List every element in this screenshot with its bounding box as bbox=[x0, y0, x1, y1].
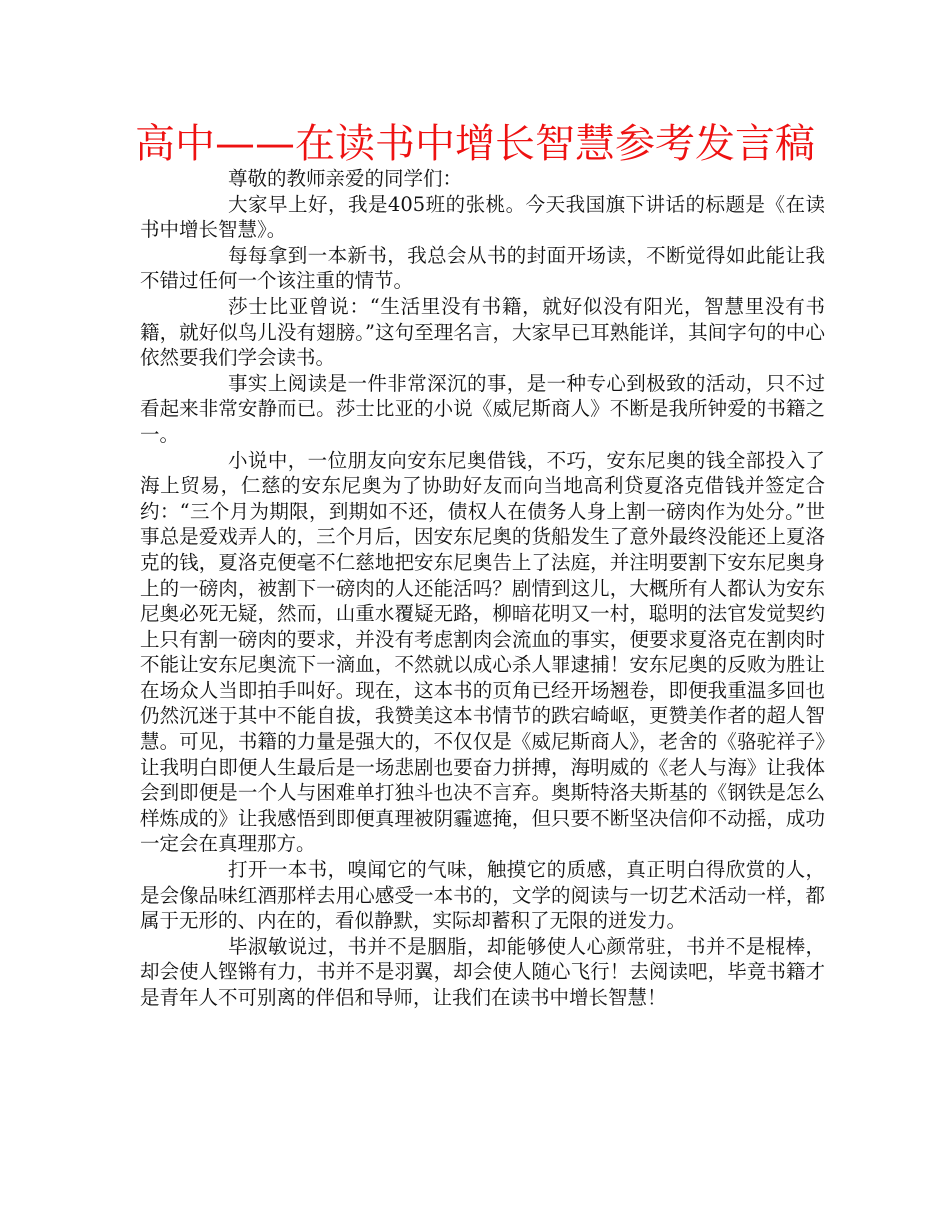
paragraph-shakespeare-quote: 莎士比亚曾说：“生活里没有书籍，就好似没有阳光，智慧里没有书籍，就好似鸟儿没有翅膀。”这句至理名言，大家早已耳熟能详，其间字句的中心依然要我们学会读书。 bbox=[140, 294, 825, 370]
document-title: 高中——在读书中增长智慧参考发言稿 bbox=[135, 121, 815, 167]
paragraph-salutation: 尊敬的教师亲爱的同学们： bbox=[228, 167, 463, 190]
paragraph-merchant-of-venice: 小说中，一位朋友向安东尼奥借钱，不巧，安东尼奥的钱全部投入了海上贸易，仁慈的安东尼奥为了协助好友而向当地高利贷夏洛克借钱并签定合约：“三个月为期限，到期如不还，债权人在债务人身上割一磅肉作为处分。”世事总是爱戏弄人的，三个月后，因安东尼奥的货船发生了意外最终没能还上夏洛克的钱，夏洛克便毫不仁慈地把安东尼奥告上了法庭，并注明要割下安东尼奥身上的一磅肉，被割下一磅肉的人还能活吗？剧情到这儿，大概所有人都认为安东尼奥必死无疑，然而，山重水覆疑无路，柳暗花明又一村，聪明的法官发觉契约上只有割一磅肉的要求，并没有考虑割肉会流血的事实，便要求夏洛克在割肉时不能让安东尼奥流下一滴血，不然就以成心杀人罪逮捕！安东尼奥的反败为胜让在场众人当即拍手叫好。现在，这本书的页角已经开场翘卷，即便我重温多回也仍然沉迷于其中不能自拔，我赞美这本书情节的跌宕崎岖，更赞美作者的超人智慧。可见，书籍的力量是强大的，不仅仅是《威尼斯商人》，老舍的《骆驼祥子》让我明白即便人生最后是一场悲剧也要奋力拼搏，海明威的《老人与海》让我体会到即便是一个人与困难单打独斗也决不言弃。奥斯特洛夫斯基的《钢铁是怎么样炼成的》让我感悟到即便真理被阴霾遮掩，但只要不断坚决信仰不动摇，成功一定会在真理那方。 bbox=[140, 448, 825, 856]
paragraph-open-a-book: 打开一本书，嗅闻它的气味，触摸它的质感，真正明白得欣赏的人，是会像品味红酒那样去用心感受一本书的，文学的阅读与一切艺术活动一样，都属于无形的、内在的，看似静默，实际却蓄积了无限的迸发力。 bbox=[140, 858, 825, 933]
paragraph-greeting: 大家早上好，我是405班的张桃。今天我国旗下讲话的标题是《在读书中增长智慧》。 bbox=[140, 192, 825, 242]
paragraph-conclusion: 毕淑敏说过，书并不是胭脂，却能够使人心颜常驻，书并不是棍棒，却会使人铿锵有力，书并不是羽翼，却会使人随心飞行！去阅读吧，毕竟书籍才是青年人不可别离的伴侣和导师，让我们在读书中增长智慧！ bbox=[140, 934, 825, 1009]
paragraph-new-book: 每每拿到一本新书，我总会从书的封面开场读，不断觉得如此能让我不错过任何一个该注重的情节。 bbox=[140, 243, 825, 293]
paragraph-reading-activity: 事实上阅读是一件非常深沉的事，是一种专心到极致的活动，只不过看起来非常安静而已。莎士比亚的小说《威尼斯商人》不断是我所钟爱的书籍之一。 bbox=[140, 371, 825, 446]
document-body bbox=[140, 166, 825, 1011]
